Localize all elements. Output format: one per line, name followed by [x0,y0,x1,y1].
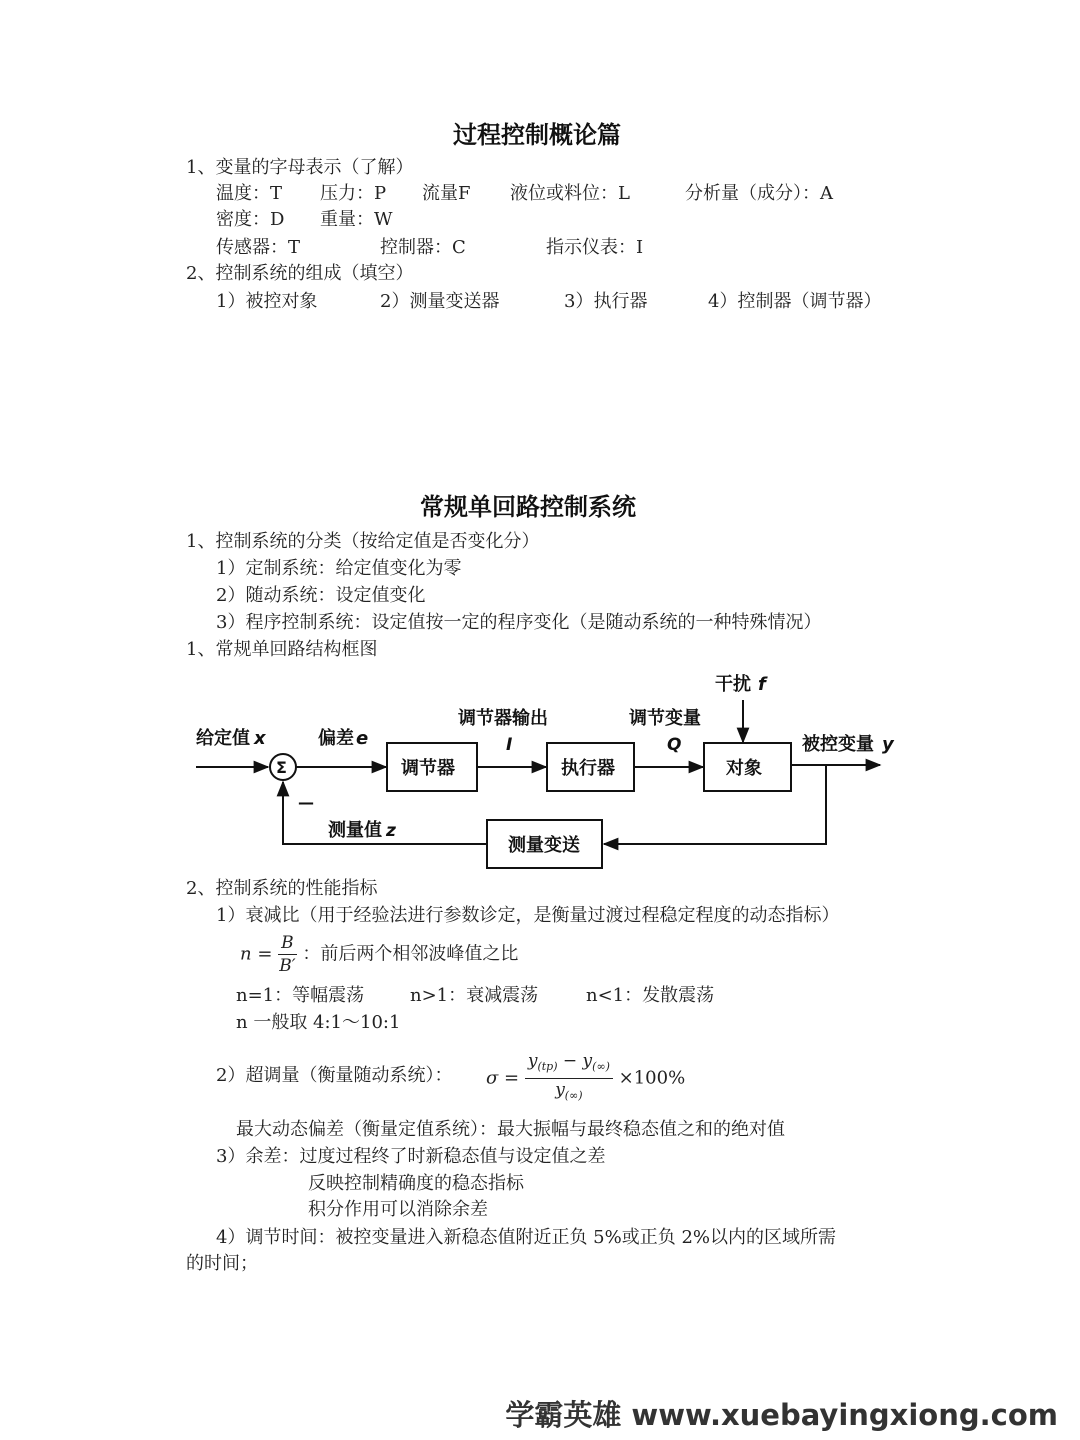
transmitter-block-label: 测量变送 [508,835,580,856]
s2-t1: 1）定制系统：给定值变化为零 [216,558,462,579]
output-symbol: y [882,734,894,755]
s3-maxdev: 最大动态偏差（衡量定值系统）：最大振幅与最终稳态值之和的绝对值 [236,1119,785,1140]
s1-density: 密度：D [216,209,285,230]
sigma-minus: − [557,1051,583,1071]
sigma-num-a-sub: (tp) [537,1060,558,1073]
sigma-denominator [525,1079,613,1107]
s2-q1: 1、控制系统的分类（按给定值是否变化分） [186,531,540,552]
sigma-numerator [525,1050,613,1079]
n-denominator: B′ [279,956,296,976]
sigma-lhs: σ = [486,1067,520,1089]
s1-analysis: 分析量（成分）：A [685,183,833,204]
n-fraction [278,932,297,977]
s3-n3: n<1：发散震荡 [586,985,715,1006]
s3-p3b: 反映控制精确度的稳态指标 [308,1173,524,1194]
s2-t3: 3）程序控制系统：设定值按一定的程序变化（是随动系统的一种特殊情况） [216,612,822,633]
minus-sign: — [298,793,314,812]
s3-p4b: 的时间； [186,1253,258,1274]
decay-ratio-formula [240,932,518,977]
s2-q1b: 1、常规单回路结构框图 [186,639,378,660]
s1-c4: 4）控制器（调节器） [708,291,882,312]
actuator-block-label: 执行器 [561,758,615,779]
manipulated-symbol: Q [667,735,682,755]
controller-block-label: 调节器 [401,758,455,779]
s3-n2: n>1：衰减震荡 [410,985,539,1006]
setpoint-label: 给定值 [196,728,250,749]
s1-sensor: 传感器：T [216,237,301,258]
object-block-label: 对象 [726,758,762,779]
n-description: ：前后两个相邻波峰值之比 [302,943,519,965]
s1-c1: 1）被控对象 [216,291,318,312]
s1-c2: 2）测量变送器 [380,291,500,312]
s3-p1: 1）衰减比（用于经验法进行参数诊定，是衡量过渡过程稳定程度的动态指标） [216,905,840,926]
s1-q1: 1、变量的字母表示（了解） [186,157,414,178]
n-lhs: n = [240,943,273,965]
s3-q2: 2、控制系统的性能指标 [186,878,378,899]
s3-p3c: 积分作用可以消除余差 [308,1199,488,1220]
s1-controller: 控制器：C [380,237,466,258]
sigma-num-b: y [582,1051,593,1071]
watermark: 学霸英雄 www.xuebayingxiong.com [505,1398,1058,1432]
error-label: 偏差 [318,728,354,749]
n-numerator: B [278,932,297,955]
s1-pressure: 压力：P [320,183,387,204]
sigma-fraction [525,1050,613,1107]
sigma-num-b-sub: (∞) [592,1060,610,1073]
sigma-den-sub: (∞) [564,1089,583,1102]
sum-symbol: Σ [276,758,287,777]
s1-flow: 流量F [422,183,471,204]
setpoint-symbol: x [254,728,266,749]
section1-title: 过程控制概论篇 [453,121,621,149]
section2-title: 常规单回路控制系统 [420,493,636,521]
s3-p2: 2）超调量（衡量随动系统）： [216,1065,453,1086]
s1-weight: 重量：W [320,209,393,230]
disturbance-symbol: f [758,674,766,695]
s1-c3: 3）执行器 [564,291,648,312]
s3-n1: n=1：等幅震荡 [236,985,365,1006]
manipulated-label: 调节变量 [629,708,701,729]
disturbance-label: 干扰 [715,674,751,695]
measured-label: 测量值 [328,820,382,841]
sigma-tail: ×100% [618,1067,686,1089]
control-loop-diagram [190,670,910,875]
s3-p3: 3）余差：过度过程终了时新稳态值与设定值之差 [216,1146,606,1167]
sigma-den: y [555,1080,565,1100]
s3-n-typical: n 一般取 4:1～10:1 [236,1012,401,1033]
overshoot-formula [486,1050,685,1107]
measured-symbol: z [386,821,396,841]
s1-temp: 温度：T [216,183,283,204]
output-label: 被控变量 [802,734,874,755]
controller-output-symbol: I [506,735,513,755]
s1-level: 液位或料位：L [510,183,630,204]
s1-q2: 2、控制系统的组成（填空） [186,263,414,284]
sigma-num-a: y [527,1051,538,1071]
controller-output-label: 调节器输出 [458,708,548,729]
s1-indicator: 指示仪表：I [546,237,644,258]
s3-p4: 4）调节时间：被控变量进入新稳态值附近正负 5%或正负 2%以内的区域所需 [216,1227,837,1248]
error-symbol: e [356,728,369,749]
s2-t2: 2）随动系统：设定值变化 [216,585,426,606]
